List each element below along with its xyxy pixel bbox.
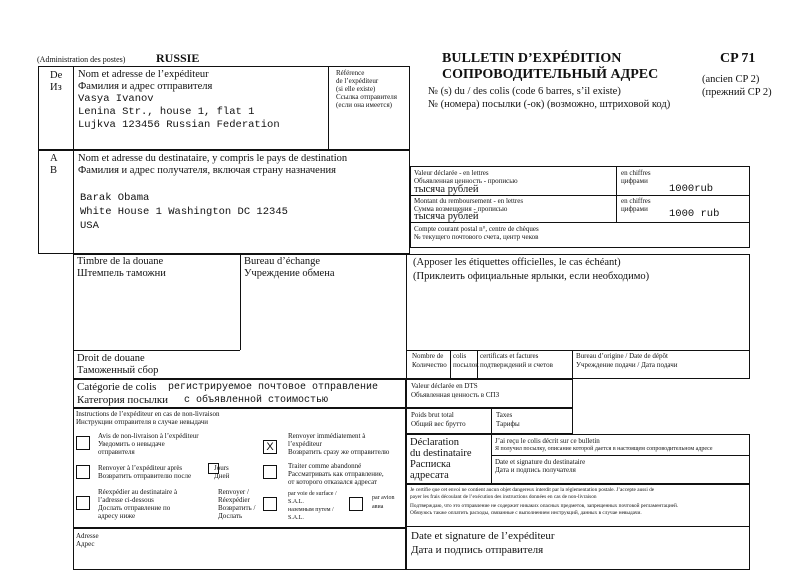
receipt-title-ru-1: Расписка — [410, 459, 451, 470]
dts-fr: Valeur déclarée en DTS — [411, 382, 478, 390]
surface-fr-2: S.A.L. — [288, 499, 304, 505]
return-now-fr-1: Renvoyer immédiatement à — [288, 432, 366, 440]
category-label-fr: Catégorie de colis — [77, 381, 157, 393]
form-title-ru: СОПРОВОДИТЕЛЬНЫЙ АДРЕС — [442, 67, 659, 82]
customs-stamp-ru: Штемпель таможни — [77, 268, 166, 279]
abandon-fr: Traiter comme abandonné — [288, 462, 362, 470]
sender-ref-ru-2: (если она имеется) — [336, 101, 393, 109]
return-after-ru: Возвратить отправителю после — [98, 472, 192, 480]
return-now-fr-2: l’expéditeur — [288, 440, 322, 448]
category-label-ru: Категория посылки — [77, 394, 169, 406]
received-ru: Я получил посылку, описание которой дается в настоящем сопроводительном адресе — [495, 446, 713, 452]
return-after-checkbox[interactable] — [76, 465, 90, 479]
redirect-address-block — [73, 528, 406, 570]
origin-office-fr: Bureau d’origine / Date de dépôt — [576, 352, 668, 360]
declaration-ru-1: Подтверждаю, что это отправление не содержит никаких опасных предметов, запрещенных почтовой регламентацией. — [410, 503, 679, 509]
parcel-number-fr: № (s) du / des colis (code 6 barres, s’il existe) — [428, 86, 621, 97]
declaration-fr-2: payer les frais découlant de l’exécution des instructions données en cas de non-livraison — [410, 494, 597, 500]
cod-words[interactable]: тысяча рублей — [414, 211, 479, 222]
ancien-fr: (ancien CP 2) — [702, 74, 760, 85]
redirect-fr-1: Réexpédier au destinataire à — [98, 488, 178, 496]
air-fr: par avion — [372, 495, 395, 501]
instructions-title-ru: Инструкции отправителя в случае невыдачи — [76, 418, 209, 426]
cod-digits-ru: цифрами — [621, 205, 648, 213]
sender-ref-fr-2: de l’expéditeur — [336, 77, 379, 85]
certificates-fr: certificats et factures — [480, 352, 539, 360]
check-mark-icon: X — [266, 441, 274, 453]
days-fr: Jours — [214, 464, 229, 472]
exchange-office-ru: Учреждение обмена — [244, 268, 335, 279]
declared-value-ru: Объявленная ценность - прописью — [414, 177, 518, 185]
official-labels-ru: (Приклеить официальные ярлыки, если необходимо) — [413, 271, 650, 282]
recipient-code-ru: В — [50, 165, 58, 176]
return-now-checkbox[interactable] — [263, 440, 277, 454]
account-ru: № текущего почтового счета, центр чеков — [414, 233, 539, 241]
recipient-address[interactable]: White House 1 Washington DC 12345 — [80, 206, 288, 218]
category-value-1[interactable]: регистрируемое почтовое отправление — [168, 382, 379, 393]
redirect-checkbox[interactable] — [76, 496, 90, 510]
notify-fr: Avis de non-livraison à l’expéditeur — [98, 432, 199, 440]
surface-ru-2: S.A.L. — [288, 515, 304, 521]
customs-duty-fr: Droit de douane — [77, 353, 145, 364]
redirect-fr-2: l’adresse ci-dessous — [98, 496, 154, 504]
abandon-ru-1: Рассматривать как отправление, — [288, 470, 384, 478]
instructions-title-fr: Instructions de l’expéditeur en cas de non-livraison — [76, 410, 220, 418]
form-code: CP 71 — [720, 51, 756, 66]
sender-name[interactable]: Vasya Ivanov — [78, 93, 154, 105]
surface-ru-1: наземным путем / — [288, 507, 334, 513]
official-labels-fr: (Apposer les étiquettes officielles, le cas échéant) — [413, 257, 621, 268]
country-name: RUSSIE — [156, 51, 200, 65]
taxes-fr: Taxes — [496, 411, 513, 419]
customs-duty-ru: Таможенный сбор — [77, 365, 159, 376]
form-title-fr: BULLETIN D’EXPÉDITION — [442, 51, 622, 66]
declared-digits-fr: en chiffres — [621, 169, 651, 177]
air-ru: авиа — [372, 504, 384, 510]
declaration-ru-2: Обязуюсь также оплатить расходы, связанные с выполнением инструкций, данных в случае невыдачи. — [410, 510, 642, 516]
recipient-name[interactable]: Barak Obama — [80, 192, 150, 204]
count-label-ru: Количество — [412, 361, 447, 369]
sender-ref-fr-3: (si elle existe) — [336, 85, 376, 93]
notify-ru-1: Уведомить о невыдаче — [98, 440, 165, 448]
recipient-country[interactable]: USA — [80, 220, 99, 232]
sender-signature-ru: Дата и подпись отправителя — [411, 544, 544, 556]
sender-label-ru: Фамилия и адрес отправителя — [78, 81, 213, 92]
abandon-checkbox[interactable] — [263, 465, 277, 479]
received-fr: J’ai reçu le colis décrit sur ce bulletin — [495, 437, 600, 445]
surface-fr-1: par voie de surface / — [288, 491, 337, 497]
renvoyer-fr-1: Renvoyer / — [218, 488, 249, 496]
declared-amount[interactable]: 1000rub — [669, 183, 714, 195]
recipient-label-fr: Nom et adresse du destinataire, y compris le pays de destination — [78, 153, 348, 164]
sender-street[interactable]: Lenina Str., house 1, flat 1 — [78, 106, 255, 118]
renvoyer-ru-1: Возвратить / — [218, 504, 256, 512]
dts-ru: Объявленная ценность в СПЗ — [411, 391, 500, 399]
certificates-ru: подтверждений и счетов — [480, 361, 553, 369]
ancien-ru: (прежний CP 2) — [702, 87, 772, 98]
abandon-ru-2: от которого отказался адресат — [288, 478, 378, 486]
sender-ref-fr-1: Référence — [336, 69, 365, 77]
receipt-title-fr-1: Déclaration — [410, 437, 459, 448]
redirect-ru-2: адресу ниже — [98, 512, 136, 520]
recipient-label-ru: Фамилия и адрес получателя, включая страну назначения — [78, 165, 336, 176]
cod-digits-fr: en chiffres — [621, 197, 651, 205]
receipt-title-ru-2: адресата — [410, 470, 449, 481]
cod-fr: Montant du remboursement - en lettres — [414, 197, 524, 205]
declared-value-fr: Valeur déclarée - en lettres — [414, 169, 489, 177]
exchange-office-fr: Bureau d’échange — [244, 256, 321, 267]
account-fr: Compte courant postal n°, centre de chèques — [414, 225, 539, 233]
recipient-signature-ru: Дата и подпись получателя — [495, 466, 576, 474]
declared-digits-ru: цифрами — [621, 177, 648, 185]
redirect-ru-1: Дослать отправление по — [98, 504, 171, 512]
address-label-fr: Adresse — [76, 532, 99, 540]
sender-label-fr: Nom et adresse de l’expéditeur — [78, 69, 209, 80]
gross-weight-ru: Общий вес брутто — [411, 420, 466, 428]
parcels-label-ru: посылок — [453, 361, 479, 369]
administration-label: (Administration des postes) — [37, 55, 126, 64]
category-value-2[interactable]: с объявленной стоимостью — [184, 395, 329, 406]
days-ru: Дней — [214, 472, 230, 480]
origin-office-ru: Учреждение подачи / Дата подачи — [576, 361, 678, 369]
parcels-label-fr: colis — [453, 352, 467, 360]
recipient-code-fr: A — [50, 153, 58, 164]
declaration-fr-1: Je certifie que cet envoi ne contient aucun objet dangereux interdit par la réglementation postale. J’accepte aussi de — [410, 487, 655, 493]
declared-value-words[interactable]: тысяча рублей — [414, 184, 479, 195]
renvoyer-fr-2: Réexpédier — [218, 496, 250, 504]
notify-checkbox[interactable] — [76, 436, 90, 450]
air-checkbox[interactable] — [349, 497, 363, 511]
sender-city[interactable]: Lujkva 123456 Russian Federation — [78, 119, 280, 131]
renvoyer-ru-2: Дослать — [218, 512, 243, 520]
notify-ru-2: отправителя — [98, 448, 135, 456]
recipient-signature-fr: Date et signature du destinataire — [495, 458, 586, 466]
cod-amount[interactable]: 1000 rub — [669, 208, 720, 220]
count-label-fr: Nombre de — [412, 352, 444, 360]
customs-stamp-fr: Timbre de la douane — [77, 256, 164, 267]
return-after-fr: Renvoyer à l’expéditeur après — [98, 464, 183, 472]
gross-weight-fr: Poids brut total — [411, 411, 454, 419]
sender-ref-ru-1: Ссылка отправителя — [336, 93, 397, 101]
taxes-ru: Тарифы — [496, 420, 520, 428]
receipt-title-fr-2: du destinataire — [410, 448, 472, 459]
address-label-ru: Адрес — [76, 540, 95, 548]
parcel-number-ru: № (номера) посылки (-ок) (возможно, штриховой код) — [428, 99, 671, 110]
cod-ru: Сумма возмещения - прописью — [414, 205, 508, 213]
surface-checkbox[interactable] — [263, 497, 277, 511]
sender-code-ru: Из — [50, 82, 62, 93]
sender-code-fr: De — [50, 70, 63, 81]
sender-signature-fr: Date et signature de l’expéditeur — [411, 530, 555, 542]
return-now-ru: Возвратить сразу же отправителю — [288, 448, 390, 456]
